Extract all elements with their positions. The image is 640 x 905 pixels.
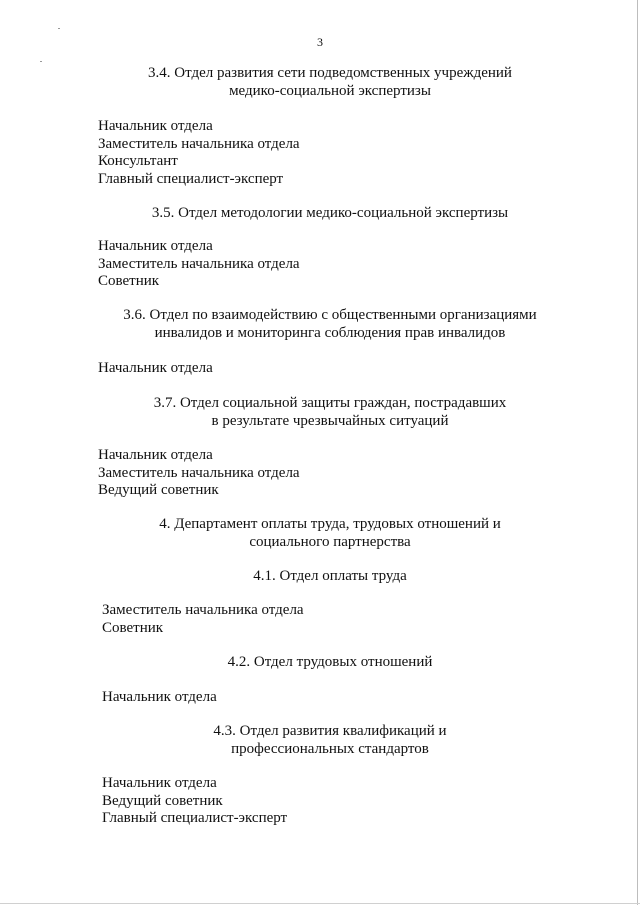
position-item: Заместитель начальника отдела <box>98 135 300 152</box>
position-item: Начальник отдела <box>98 447 213 463</box>
positions-list-3-5 <box>98 238 300 291</box>
positions-list-3-4 <box>98 118 300 188</box>
heading-line: социального партнерства <box>249 534 411 550</box>
page-edge-right <box>637 0 638 905</box>
position-item: Заместитель начальника отдела <box>102 602 304 618</box>
position-item: Заместитель начальника отдела <box>98 255 300 272</box>
page-number: 3 <box>317 35 323 49</box>
positions-list-3-6 <box>98 360 213 378</box>
position-item: Ведущий советник <box>98 482 219 498</box>
department-heading-4 <box>0 515 640 551</box>
scan-speck <box>58 28 60 29</box>
section-heading-4-3 <box>0 722 640 758</box>
section-heading-3-7 <box>0 394 640 430</box>
heading-line: 4.3. Отдел развития квалификаций и <box>213 723 447 739</box>
heading-line: профессиональных стандартов <box>231 741 429 757</box>
section-heading-4-2 <box>0 653 640 671</box>
positions-list-4-3 <box>102 775 287 828</box>
section-heading-3-6 <box>0 306 640 342</box>
position-item: Советник <box>98 273 160 289</box>
position-item: Начальник отдела <box>98 118 213 134</box>
section-heading-4-1 <box>0 567 640 585</box>
position-item: Начальник отдела <box>102 689 217 705</box>
heading-line: в результате чрезвычайных ситуаций <box>211 413 449 429</box>
position-item: Консультант <box>98 153 178 169</box>
heading-line: 3.7. Отдел социальной защиты граждан, пострадавших <box>153 395 507 411</box>
page-edge-bottom <box>0 903 640 904</box>
position-item: Советник <box>102 619 164 636</box>
heading-line: 4.2. Отдел трудовых отношений <box>227 654 433 670</box>
position-item: Главный специалист-эксперт <box>102 810 288 826</box>
heading-line: инвалидов и мониторинга соблюдения прав инвалидов <box>154 325 506 341</box>
positions-list-3-7 <box>98 447 300 500</box>
position-item: Заместитель начальника отдела <box>98 464 300 481</box>
section-heading-3-4 <box>0 64 640 100</box>
position-item: Начальник отдела <box>98 238 213 254</box>
scan-speck <box>40 61 42 62</box>
position-item: Ведущий советник <box>102 792 223 809</box>
heading-line: 3.6. Отдел по взаимодействию с общественными организациями <box>123 307 537 323</box>
heading-line: 4.1. Отдел оплаты труда <box>253 568 407 584</box>
position-item: Главный специалист-эксперт <box>98 170 284 187</box>
heading-line: 4. Департамент оплаты труда, трудовых отношений и <box>159 516 501 532</box>
position-item: Начальник отдела <box>102 775 217 791</box>
heading-line: 3.5. Отдел методологии медико-социальной экспертизы <box>151 205 509 221</box>
heading-line: 3.4. Отдел развития сети подведомственных учреждений <box>148 65 512 81</box>
positions-list-4-1 <box>102 602 304 637</box>
section-heading-3-5 <box>0 204 640 222</box>
heading-line: медико-социальной экспертизы <box>229 83 431 99</box>
position-item: Начальник отдела <box>98 360 213 376</box>
positions-list-4-2 <box>102 689 217 707</box>
